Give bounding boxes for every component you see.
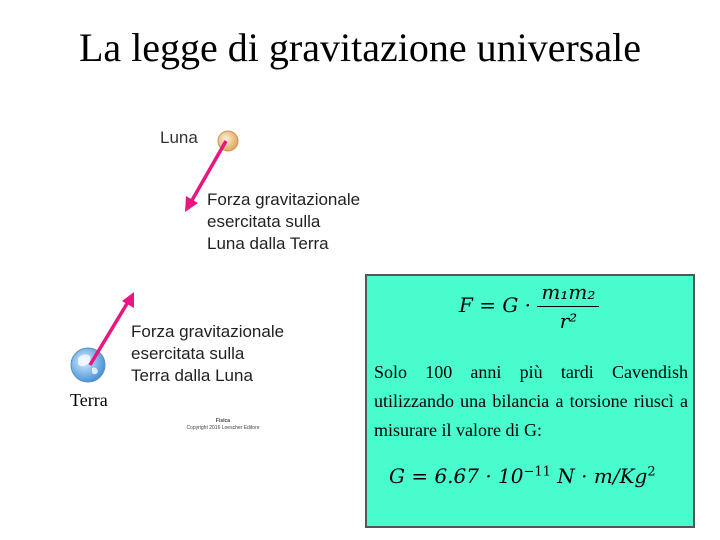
formula-fraction: $\frac{\text{m₁m₂}}{\text{r²}}$: [537, 280, 599, 333]
earth-icon: [71, 348, 105, 382]
gravitation-formula: F = G · $\frac{\text{m₁m₂}}{\text{r²}}$: [459, 280, 599, 333]
slide-title: La legge di gravitazione universale: [79, 25, 641, 70]
arrow-to-moon: [90, 292, 134, 365]
moon-label: Luna: [160, 128, 198, 147]
cavendish-text: Solo 100 anni più tardi Cavendish utilizzando una bilancia a torsione riuscì a misurare il valore di G:: [374, 362, 688, 440]
info-box: [365, 274, 695, 528]
force-on-moon-caption: Forza gravitazionale esercitata sulla Luna dalla Terra: [207, 190, 361, 253]
gravity-figure: [0, 0, 360, 460]
earth-label: Terra: [70, 390, 108, 410]
force-on-earth-caption: Forza gravitazionale esercitata sulla Terra dalla Luna: [131, 322, 285, 385]
g-constant-formula: $G = 6.67 \cdot 10^{-11}$ $N \cdot m/Kg^2$: [389, 464, 656, 488]
figure-credit: Fisica Copyright 2016 Loescher Editore: [186, 418, 260, 431]
